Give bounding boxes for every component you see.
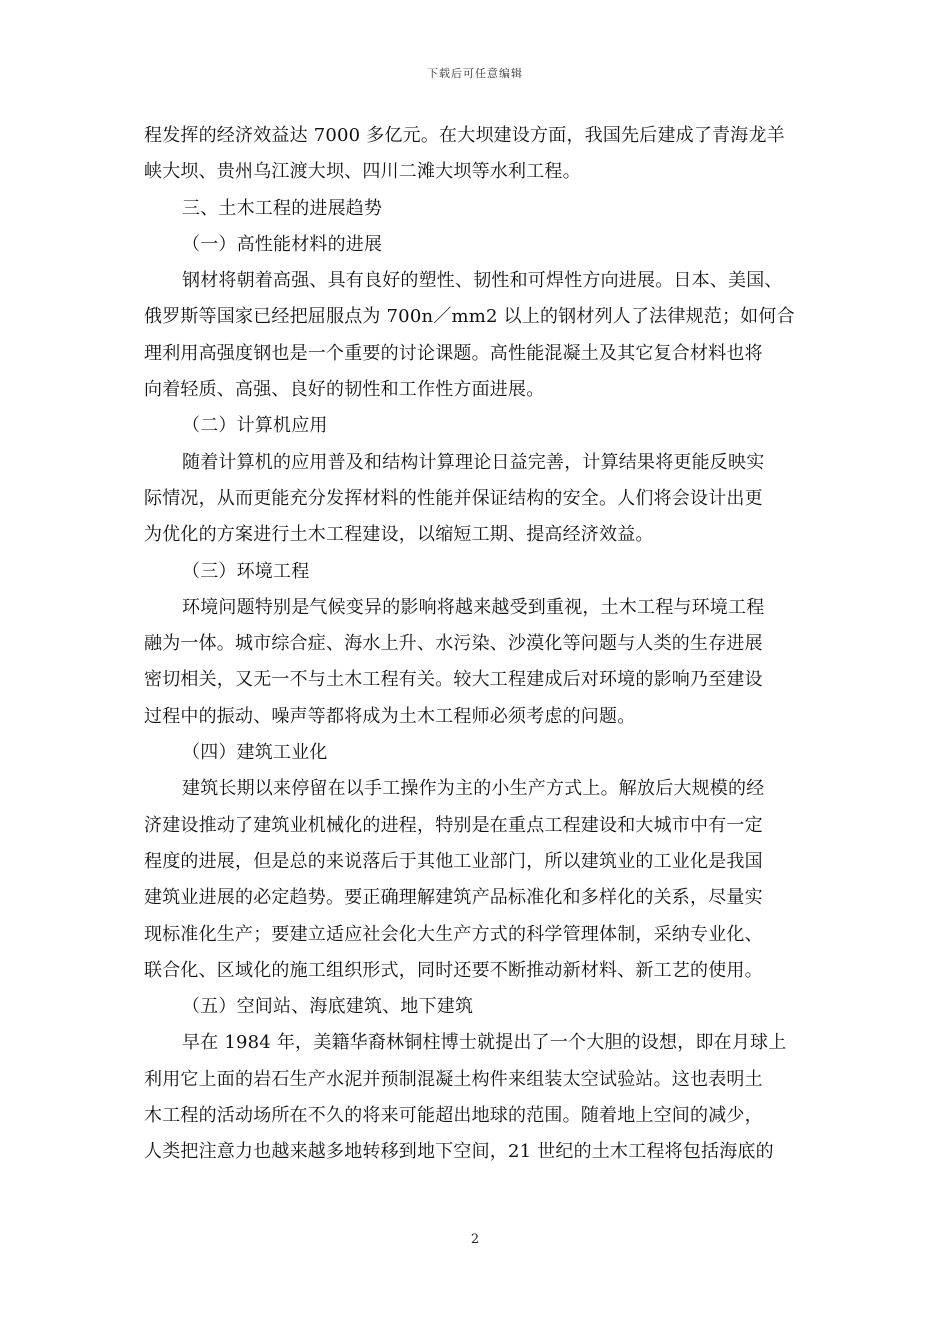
paragraph-line: 程度的进展，但是总的来说落后于其他工业部门，所以建筑业的工业化是我国: [144, 850, 763, 872]
paragraph-line: 为优化的方案进行土木工程建设，以缩短工期、提高经济效益。: [144, 524, 654, 546]
paragraph-line: 向着轻质、高强、良好的韧性和工作性方面进展。: [144, 379, 545, 401]
page-number: 2: [470, 1232, 480, 1247]
paragraph-start-line: （五）空间站、海底建筑、地下建筑: [182, 996, 474, 1018]
paragraph-start-line: 环境问题特别是气候变异的影响将越来越受到重视，土木工程与环境工程: [182, 596, 765, 618]
paragraph-line: 木工程的活动场所在不久的将来可能超出地球的范围。随着地上空间的减少，: [144, 1105, 763, 1127]
paragraph-line: 峡大坝、贵州乌江渡大坝、四川二滩大坝等水利工程。: [144, 161, 581, 183]
paragraph-start-line: （三）环境工程: [182, 560, 310, 582]
paragraph-line: 现标准化生产；要建立适应社会化大生产方式的科学管理体制，采纳专业化、: [144, 923, 763, 945]
paragraph-start-line: （四）建筑工业化: [182, 742, 328, 764]
paragraph-start-line: 早在 1984 年，美籍华裔林铜柱博士就提出了一个大胆的设想，即在月球上: [182, 1032, 787, 1054]
paragraph-line: 济建设推动了建筑业机械化的进程，特别是在重点工程建设和大城市中有一定: [144, 814, 763, 836]
paragraph-line: 利用它上面的岩石生产水泥并预制混凝土构件来组装太空试验站。这也表明土: [144, 1068, 763, 1090]
paragraph-start-line: 随着计算机的应用普及和结构计算理论日益完善，计算结果将更能反映实: [182, 451, 765, 473]
paragraph-line: 俄罗斯等国家已经把屈服点为 700n／mm2 以上的钢材列人了法律规范；如何合: [144, 306, 795, 328]
paragraph-start-line: 建筑长期以来停留在以手工操作为主的小生产方式上。解放后大规模的经: [182, 778, 765, 800]
paragraph-start-line: 三、土木工程的进展趋势: [182, 197, 383, 219]
document-body: [144, 118, 808, 1171]
paragraph-start-line: 钢材将朝着高强、具有良好的塑性、韧性和可焊性方向进展。日本、美国、: [182, 270, 783, 292]
paragraph-line: 过程中的振动、噪声等都将成为土木工程师必须考虑的问题。: [144, 705, 636, 727]
paragraph-line: 融为一体。城市综合症、海水上升、水污染、沙漠化等问题与人类的生存进展: [144, 633, 763, 655]
paragraph-line: 程发挥的经济效益达 7000 多亿元。在大坝建设方面，我国先后建成了青海龙羊: [144, 125, 785, 146]
paragraph-start-line: （一）高性能材料的进展: [182, 233, 383, 255]
paragraph-line: 联合化、区域化的施工组织形式，同时还要不断推动新材料、新工艺的使用。: [144, 959, 763, 981]
paragraph-start-line: （二）计算机应用: [182, 415, 328, 437]
paragraph-line: 密切相关，又无一不与土木工程有关。较大工程建成后对环境的影响乃至建设: [144, 669, 763, 691]
paragraph-line: 际情况，从而更能充分发挥材料的性能并保证结构的安全。人们将会设计出更: [144, 487, 763, 509]
paragraph-line: 人类把注意力也越来越多地转移到地下空间，21 世纪的土木工程将包括海底的: [144, 1141, 774, 1163]
page-header: 下载后可任意编辑: [427, 67, 523, 80]
paragraph-line: 建筑业进展的必定趋势。要正确理解建筑产品标准化和多样化的关系，尽量实: [144, 887, 763, 909]
paragraph-line: 理利用高强度钢也是一个重要的讨论课题。高性能混凝土及其它复合材料也将: [144, 342, 763, 364]
